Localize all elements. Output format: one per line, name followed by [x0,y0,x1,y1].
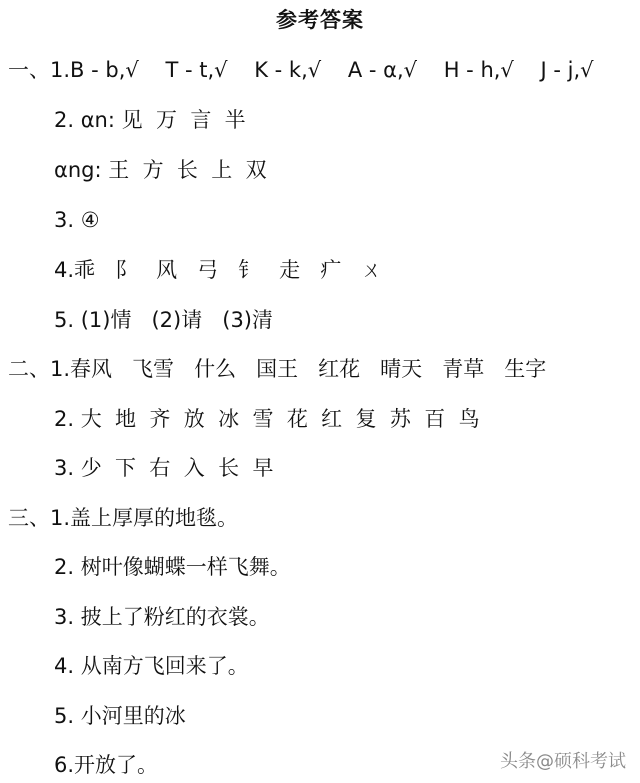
section1-q2-an: 2. αn: 见 万 言 半 [54,108,246,132]
section3-q4: 4. 从南方飞回来了。 [54,654,249,678]
section1-q4: 4.乖 阝 风 弓 钅 走 疒 ㄨ [54,258,383,282]
section1-q5: 5. (1)情 (2)请 (3)清 [54,308,274,332]
section3-q3: 3. 披上了粉红的衣裳。 [54,605,270,629]
section3-q6: 6.开放了。 [54,753,159,777]
section1-q2-ang: αng: 王 方 长 上 双 [54,158,267,182]
section2-q3: 3. 少 下 右 入 长 早 [54,456,274,480]
section2-q1: 二、1.春风 飞雪 什么 国王 红花 晴天 青草 生字 [8,357,547,381]
section3-q2: 2. 树叶像蝴蝶一样飞舞。 [54,555,291,579]
section1-q1: 一、1.B - b,√ T - t,√ K - k,√ A - α,√ H - h,√ J - j,√ [8,58,594,82]
section3-q5: 5. 小河里的冰 [54,704,186,728]
section1-q3: 3. ④ [54,208,100,232]
watermark: 头条@硕科考试 [500,751,626,772]
page-title: 参考答案 [276,8,364,32]
section3-q1: 三、1.盖上厚厚的地毯。 [8,506,239,530]
section2-q2: 2. 大 地 齐 放 冰 雪 花 红 复 苏 百 鸟 [54,407,480,431]
